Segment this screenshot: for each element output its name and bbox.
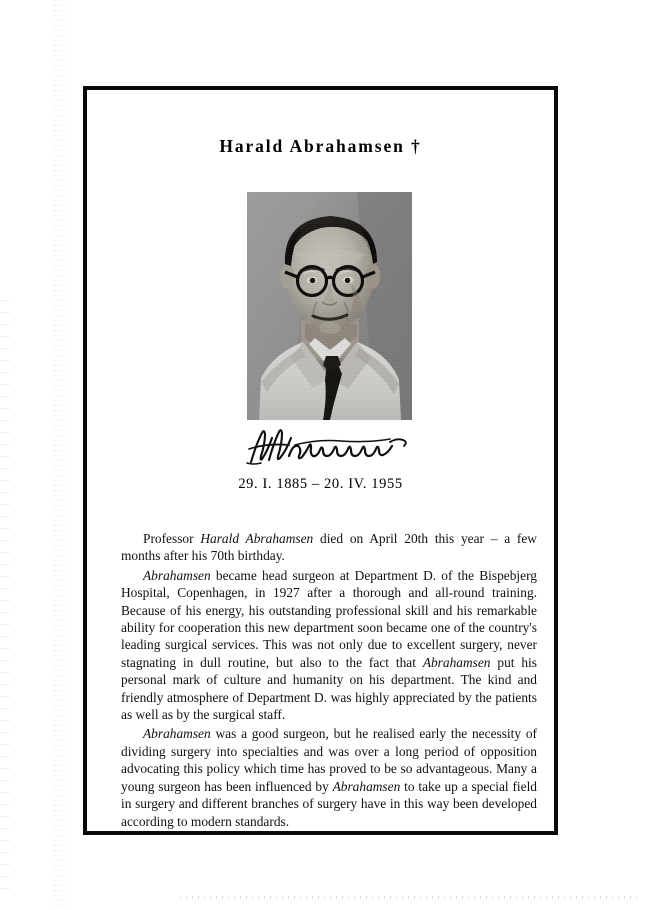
portrait-figure — [247, 192, 412, 420]
paragraph-2: Abrahamsen became head surgeon at Department D. of the Bispebjerg Hospital, Copenhagen, in 1927 after a thorough and all-round training. Because of his energy, his outstanding professional skill and his remarkable ability for cooperation this new department soon became one of the country's leading surgical services. This was not only due to excellent surgery, never stagnating in dull routine, but also to the fact that Abrahamsen put his personal mark of culture and humanity on his department. The kind and friendly atmosphere of Department D. was highly appreciated by the patients as well as by the surgical staff. — [121, 567, 537, 723]
paragraph-1: Professor Harald Abrahamsen died on April 20th this year – a few months after his 70th birthday. — [121, 531, 537, 564]
signature-image — [245, 426, 420, 466]
emphasised-name: Abrahamsen — [143, 567, 211, 583]
scan-artifact-bottom-dots — [180, 896, 640, 899]
obituary-text — [121, 530, 537, 830]
life-dates: 29. I. 1885 – 20. IV. 1955 — [238, 476, 403, 492]
scan-artifact-streak — [52, 0, 66, 910]
scan-artifact-left-edge — [0, 300, 10, 900]
emphasised-name: Abrahamsen — [143, 726, 211, 742]
paragraph-3: Abrahamsen was a good surgeon, but he realised early the necessity of dividing surgery into specialties and was over a long period of opposition advocating this policy which time has proved to be so advantageous. Many a young surgeon has been influenced by Abrahamsen to take up a special field in surgery and different branches of surgery have in this way been developed according to modern standards. — [121, 726, 537, 829]
page-title: Harald Abrahamsen † — [219, 136, 422, 156]
emphasised-name: Abrahamsen — [422, 654, 491, 670]
page-content — [87, 90, 554, 831]
emphasised-name: Abrahamsen — [332, 778, 401, 794]
emphasised-name: Harald Abrahamsen — [200, 531, 314, 546]
portrait-photo — [247, 192, 412, 420]
page-border-frame — [83, 86, 558, 835]
